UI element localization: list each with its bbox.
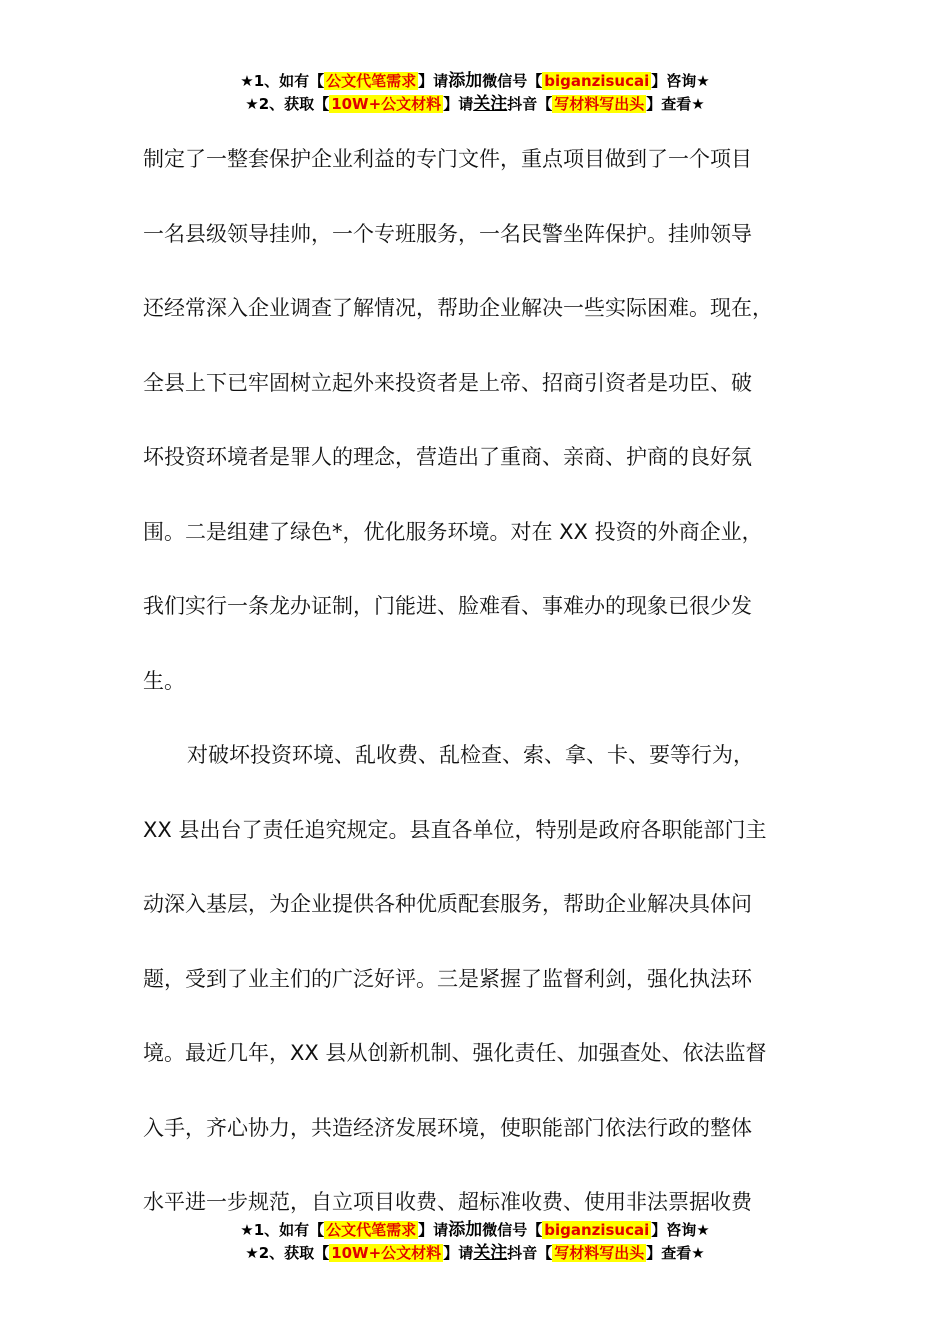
body-line: 对破坏投资环境、乱收费、乱检查、索、拿、卡、要等行为，	[187, 743, 754, 767]
banner-line-1	[0, 70, 950, 93]
banner-text: 】请	[443, 95, 474, 113]
body-line: 坏投资环境者是罪人的理念，营造出了重商、亲商、护商的良好氛	[143, 445, 752, 469]
body-line: 制定了一整套保护企业利益的专门文件，重点项目做到了一个项目	[143, 147, 752, 171]
banner-text: 】请	[443, 1244, 474, 1262]
footer-banner	[0, 1219, 950, 1265]
banner-text: 抖音【	[507, 1244, 553, 1262]
banner-text: ★2、获取【	[245, 1244, 330, 1262]
body-line: 入手，齐心协力，共造经济发展环境，使职能部门依法行政的整体	[143, 1115, 752, 1140]
body-line: 生。	[143, 668, 185, 693]
banner-emphasis: 添加	[448, 1220, 483, 1240]
header-banner	[0, 70, 950, 116]
highlight-douyin: 写材料写出头	[554, 95, 645, 113]
banner-text: 】请	[418, 72, 449, 90]
banner-emphasis: 关注	[473, 94, 508, 114]
banner-text: 】请	[418, 1221, 449, 1239]
highlight-materials: 10W+公文材料	[331, 95, 442, 113]
body-line: XX 县出台了责任追究规定。县直各单位，特别是政府各职能部门主	[143, 817, 767, 842]
banner-line-2	[0, 93, 950, 116]
banner-line-2	[0, 1242, 950, 1265]
body-line: 境。最近几年，XX 县从创新机制、强化责任、加强查处、依法监督	[143, 1041, 767, 1065]
banner-line-1	[0, 1219, 950, 1242]
banner-text: ★1、如有【	[240, 72, 325, 90]
banner-text: 微信号【	[482, 1221, 543, 1239]
banner-text: 】咨询★	[651, 72, 710, 90]
highlight-douyin: 写材料写出头	[554, 1244, 645, 1262]
banner-text: 微信号【	[482, 72, 543, 90]
body-line: 题，受到了业主们的广泛好评。三是紧握了监督利剑，强化执法环	[143, 966, 752, 991]
banner-text: 抖音【	[507, 95, 553, 113]
body-line: 我们实行一条龙办证制，门能进、脸难看、事难办的现象已很少发	[143, 594, 752, 618]
highlight-service: 公文代笔需求	[326, 1221, 417, 1239]
body-line: 一名县级领导挂帅，一个专班服务，一名民警坐阵保护。挂帅领导	[143, 221, 752, 246]
banner-emphasis: 关注	[473, 1243, 508, 1263]
highlight-service: 公文代笔需求	[326, 72, 417, 90]
body-line: 围。二是组建了绿色*，优化服务环境。对在 XX 投资的外商企业，	[143, 519, 763, 544]
body-line: 还经常深入企业调查了解情况，帮助企业解决一些实际困难。现在，	[143, 296, 773, 320]
body-line: 水平进一步规范，自立项目收费、超标准收费、使用非法票据收费	[143, 1190, 752, 1214]
banner-text: ★2、获取【	[245, 95, 330, 113]
banner-text: ★1、如有【	[240, 1221, 325, 1239]
highlight-wechat-id: biganzisucai	[544, 72, 650, 90]
banner-text: 】查看★	[646, 95, 705, 113]
banner-text: 】查看★	[646, 1244, 705, 1262]
banner-emphasis: 添加	[448, 71, 483, 91]
document-body	[143, 122, 833, 1240]
body-line: 全县上下已牢固树立起外来投资者是上帝、招商引资者是功臣、破	[143, 370, 752, 395]
body-line: 动深入基层，为企业提供各种优质配套服务，帮助企业解决具体问	[143, 892, 752, 916]
highlight-wechat-id: biganzisucai	[544, 1221, 650, 1239]
highlight-materials: 10W+公文材料	[331, 1244, 442, 1262]
banner-text: 】咨询★	[651, 1221, 710, 1239]
